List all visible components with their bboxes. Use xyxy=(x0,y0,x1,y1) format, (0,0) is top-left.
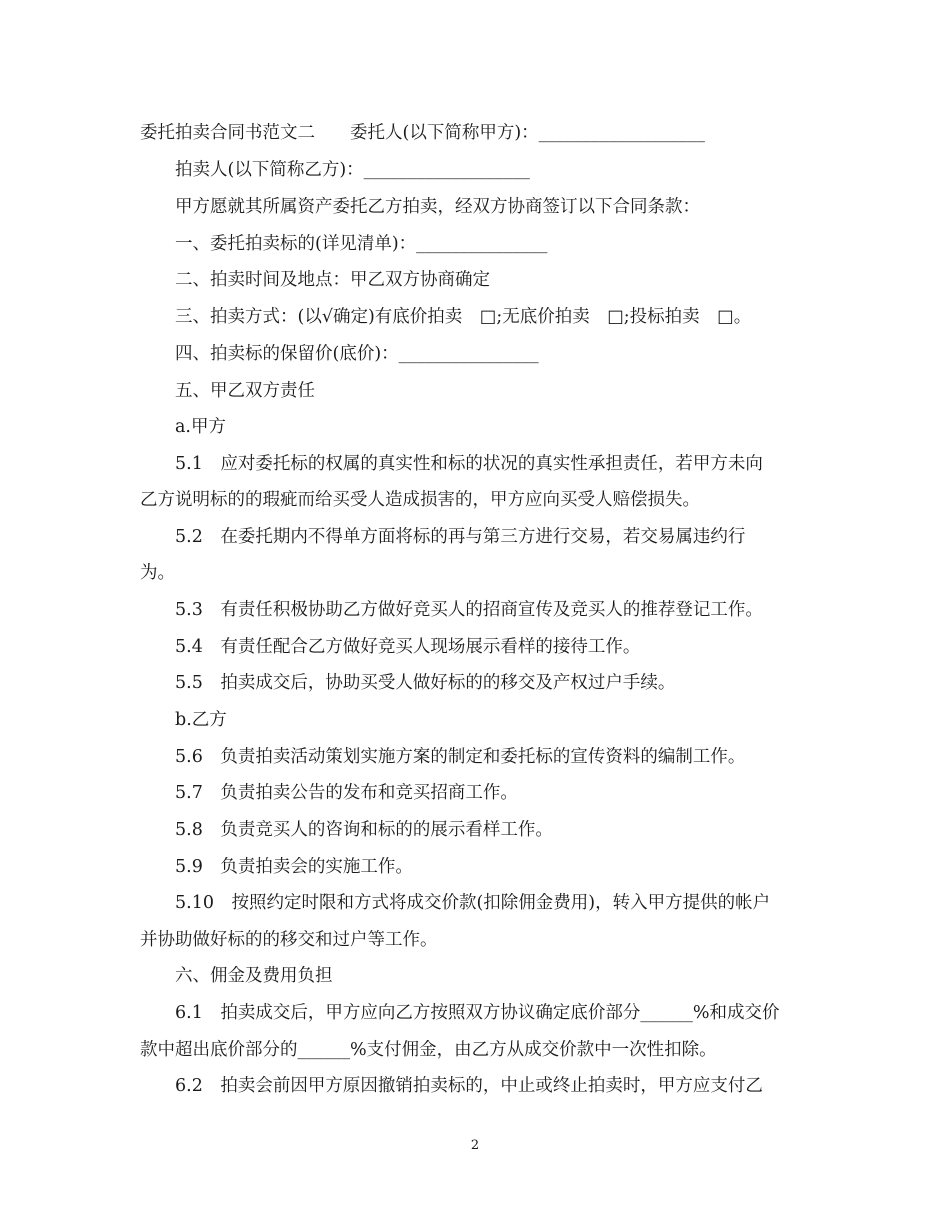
subsection-a-heading: a.甲方 xyxy=(175,417,226,437)
contract-title-line: 委托拍卖合同书范文二 委托人(以下简称甲方)：___________________ xyxy=(140,123,705,143)
clause-5-10-line-1: 5.10 按照约定时限和方式将成交价款(扣除佣金费用)，转入甲方提供的帐户 xyxy=(175,893,771,913)
clause-5-10-line-2: 并协助做好标的的移交和过户等工作。 xyxy=(140,930,438,950)
section-6-heading: 六、佣金及费用负担 xyxy=(175,966,333,986)
clause-6-1-line-1: 6.1 拍卖成交后，甲方应向乙方按照双方协议确定底价部分______%和成交价 xyxy=(175,1003,780,1023)
section-2-heading: 二、拍卖时间及地点：甲乙双方协商确定 xyxy=(175,270,490,290)
clause-6-2-line-1: 6.2 拍卖会前因甲方原因撤销拍卖标的，中止或终止拍卖时，甲方应支付乙 xyxy=(175,1076,763,1096)
subsection-b-heading: b.乙方 xyxy=(175,710,227,730)
clause-5-8: 5.8 负责竞买人的咨询和标的的展示看样工作。 xyxy=(175,820,553,840)
clause-5-6: 5.6 负责拍卖活动策划实施方案的制定和委托标的宣传资料的编制工作。 xyxy=(175,747,746,767)
section-5-heading: 五、甲乙双方责任 xyxy=(175,381,315,401)
clause-5-9: 5.9 负责拍卖会的实施工作。 xyxy=(175,857,413,877)
clause-5-3: 5.3 有责任积极协助乙方做好竞买人的招商宣传及竞买人的推荐登记工作。 xyxy=(175,600,763,620)
page-number: 2 xyxy=(470,1138,480,1153)
clause-6-1-line-2: 款中超出底价部分的______%支付佣金，由乙方从成交价款中一次性扣除。 xyxy=(140,1040,717,1060)
auctioneer-line: 拍卖人(以下简称乙方)：___________________ xyxy=(175,160,530,180)
clause-5-1-line-1: 5.1 应对委托标的权属的真实性和标的状况的真实性承担责任，若甲方未向 xyxy=(175,454,763,474)
clause-5-5: 5.5 拍卖成交后，协助买受人做好标的的移交及产权过户手续。 xyxy=(175,673,676,693)
clause-5-2-line-2: 为。 xyxy=(140,563,175,583)
intro-paragraph: 甲方愿就其所属资产委托乙方拍卖，经双方协商签订以下合同条款： xyxy=(175,197,700,217)
section-1-heading: 一、委托拍卖标的(详见清单)：_______________ xyxy=(175,234,548,254)
clause-5-7: 5.7 负责拍卖公告的发布和竞买招商工作。 xyxy=(175,783,518,803)
clause-5-4: 5.4 有责任配合乙方做好竞买人现场展示看样的接待工作。 xyxy=(175,637,641,657)
section-3-heading: 三、拍卖方式：(以√确定)有底价拍卖 □;无底价拍卖 □;投标拍卖 □。 xyxy=(175,307,752,327)
clause-5-1-line-2: 乙方说明标的的瑕疵而给买受人造成损害的，甲方应向买受人赔偿损失。 xyxy=(140,490,700,510)
section-4-heading: 四、拍卖标的保留价(底价)：________________ xyxy=(175,344,539,364)
clause-5-2-line-1: 5.2 在委托期内不得单方面将标的再与第三方进行交易，若交易属违约行 xyxy=(175,527,746,547)
